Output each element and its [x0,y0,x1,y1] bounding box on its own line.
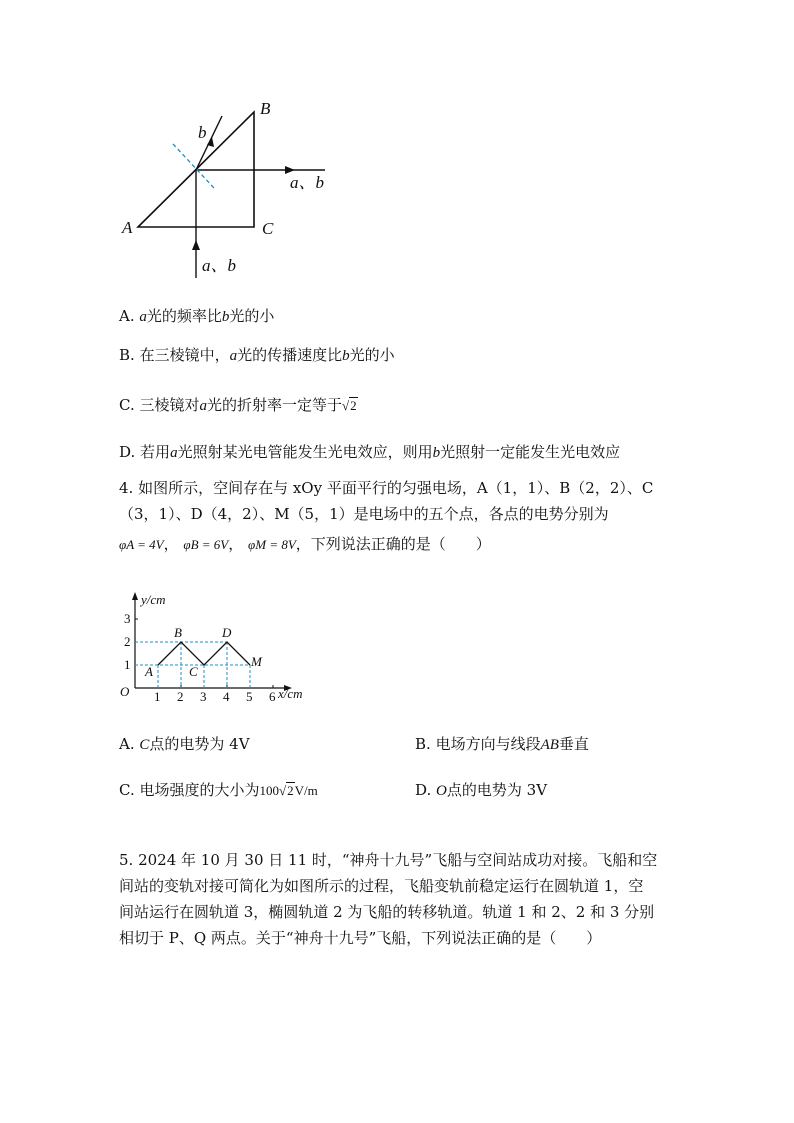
option-text-2: 光的小 [229,307,275,325]
x-tick-5: 5 [246,689,253,704]
normal-line [173,144,214,188]
phi-b: φB = 6V [183,537,229,552]
var-a: a [199,398,208,414]
var-a: a [170,445,178,461]
y-tick-2: 2 [124,634,131,649]
phi-a: φA = 4V [119,537,164,552]
option-prefix: B. [119,346,135,364]
y-axis-arrow [132,592,138,600]
point-a-label: A [145,664,153,679]
value-number: 100 [259,783,280,798]
option-text-2: 光照射一定能发生光电效应 [440,443,621,461]
option-pre: 三棱镜对 [139,396,200,414]
q5-stem-line-1: 5. 2024 年 10 月 30 日 11 时，“神舟十九号”飞船与空间站成功对接。飞船和空 [119,851,658,869]
sqrt-arg: 2 [287,783,294,798]
option-text: 光的频率比 [146,307,222,325]
label-b: b [198,123,207,142]
point-d-label: D [222,625,232,640]
prism-figure [110,90,350,290]
option-text: 电场方向与线段 [435,735,541,753]
y-tick-3: 3 [124,611,131,626]
option-prefix: C. [119,396,135,414]
label-C: C [262,219,274,238]
option-prefix: D. [119,443,136,461]
sqrt-expression: √2 [279,783,294,798]
q4-stem-line-1: 4. 如图所示，空间存在与 xOy 平面平行的匀强电场，A（1，1）、B（2，2）、C [119,479,654,497]
q4-option-a[interactable] [119,733,250,754]
var-b: b [221,309,230,325]
q5-stem-line-4: 相切于 P、Q 两点。关于“神舟十九号”飞船，下列说法正确的是（ ） [119,929,602,947]
var-o: O [436,783,447,799]
option-prefix: B. [415,735,431,753]
label-in-ab: a、b [202,256,236,275]
q4-option-d[interactable] [415,779,547,800]
option-text: 光的传播速度比 [237,346,343,364]
q4-stem-line-3: φA = 4V， φB = 6V， φM = 8V，下列说法正确的是（ ） [119,535,491,553]
sqrt-arg: 2 [350,398,357,413]
point-b-label: B [174,625,182,640]
q3-option-d[interactable] [119,441,620,462]
var-a: a [229,348,238,364]
var-b: b [342,348,350,364]
option-text: 电场强度的大小为 [139,781,260,799]
option-text: 光的折射率一定等于 [207,396,343,414]
y-axis-label: y/cm [141,592,166,607]
option-text-2: 光的小 [349,346,395,364]
option-prefix: C. [119,781,135,799]
var-a: a [139,309,147,325]
option-text: 点的电势为 3V [446,781,548,799]
origin-label: O [120,684,130,699]
y-tick-1: 1 [124,657,131,672]
sqrt-expression: √2 [342,398,357,413]
stem-tail: ，下列说法正确的是（ ） [295,535,491,553]
option-text: 光照射某光电管能发生光电效应，则用 [177,443,433,461]
option-prefix: A. [119,735,135,753]
x-tick-3: 3 [200,689,207,704]
point-c-label: C [189,664,198,679]
x-tick-1: 1 [154,689,161,704]
phi-m: φM = 8V [248,537,296,552]
option-prefix: D. [415,781,432,799]
option-prefix: A. [119,307,135,325]
q4-stem-line-2: （3，1）、D（4，2）、M（5，1）是电场中的五个点，各点的电势分别为 [119,505,609,523]
var-b: b [432,445,441,461]
q4-option-b[interactable] [415,733,589,754]
option-pre: 若用 [140,443,171,461]
option-pre: 在三棱镜中， [139,346,230,364]
var-c: C [139,737,150,753]
x-tick-2: 2 [177,689,184,704]
var-ab: AB [540,737,559,753]
x-tick-6: 6 [269,689,276,704]
q5-stem-line-2: 间站的变轨对接可简化为如图所示的过程，飞船变轨前稳定运行在圆轨道 1，空 [119,877,644,895]
point-m-label: M [251,654,262,669]
label-out-ab: a、b [290,173,324,192]
option-text: 点的电势为 4V [149,735,250,753]
q3-option-a[interactable] [119,305,274,326]
q3-option-c[interactable] [119,394,358,415]
q3-option-b[interactable] [119,344,395,365]
label-B: B [260,99,271,118]
option-text-2: 垂直 [558,735,589,753]
value-unit: V/m [294,783,318,798]
q4-option-c[interactable] [119,779,318,800]
q5-stem-line-3: 间站运行在圆轨道 3，椭圆轨道 2 为飞船的转移轨道。轨道 1 和 2、2 和 3 分别 [119,903,655,921]
path-abcdm [158,642,250,665]
x-axis-label: x/cm [278,686,303,701]
label-A: A [122,218,133,237]
incident-arrow [192,240,200,250]
x-tick-4: 4 [223,689,230,704]
field-diagram [110,588,330,708]
